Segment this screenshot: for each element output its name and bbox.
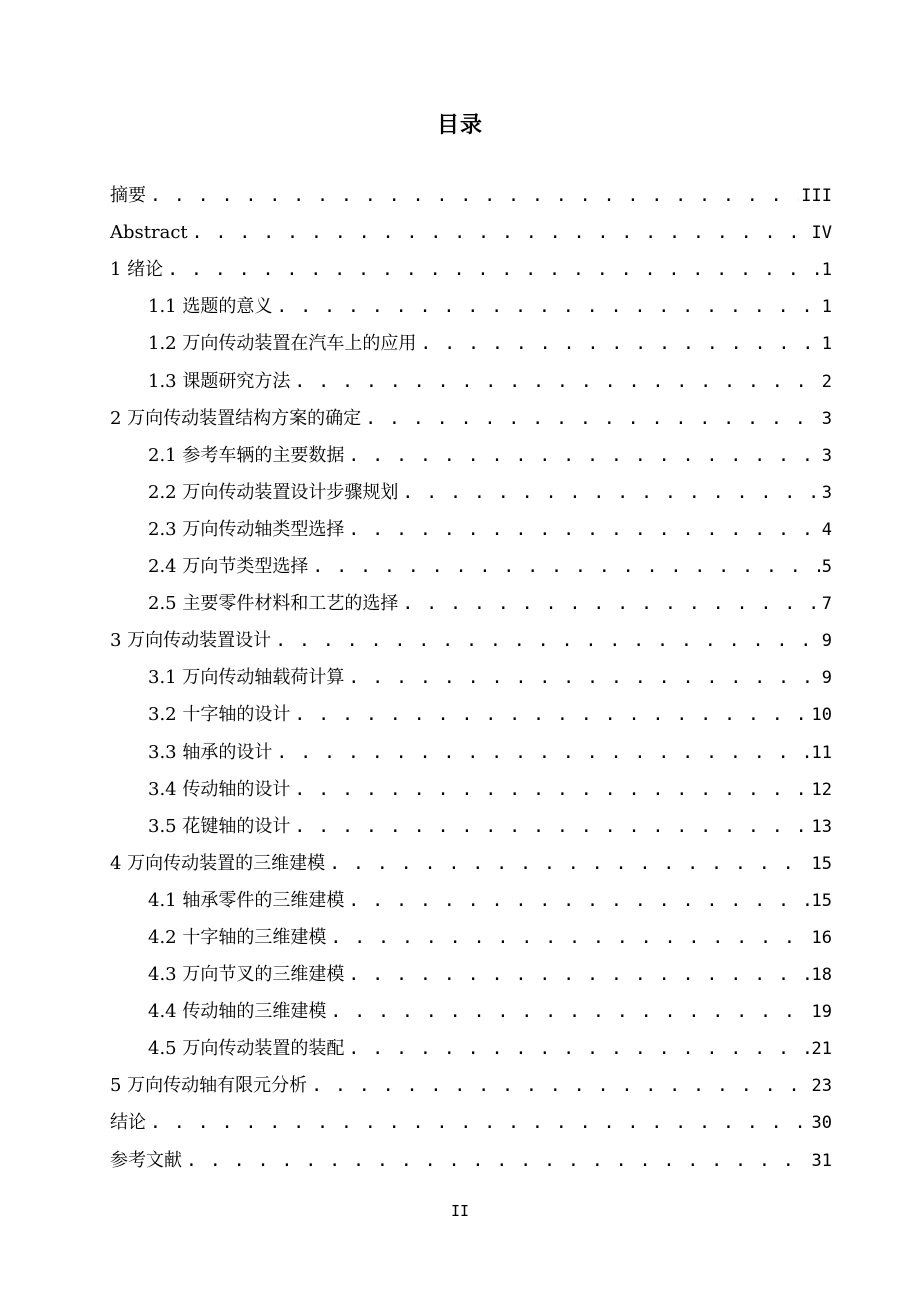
toc-entry-page: 3 (821, 408, 832, 429)
toc-entry-label: 3.5 花键轴的设计 (148, 815, 291, 837)
toc-entry-page: 7 (821, 594, 832, 615)
toc-dot-leader (294, 777, 809, 807)
toc-entry-label: 5 万向传动轴有限元分析 (110, 1075, 308, 1097)
toc-dot-leader (348, 665, 819, 695)
toc-entry[interactable] (110, 881, 832, 918)
toc-entry-page: III (801, 186, 832, 207)
toc-entry-page: 10 (811, 705, 832, 726)
toc-entry[interactable] (110, 399, 832, 436)
toc-entry-page: 15 (811, 890, 832, 911)
toc-entry[interactable] (110, 658, 832, 695)
toc-entry[interactable] (110, 361, 832, 398)
toc-entry-label: 3.1 万向传动轴载荷计算 (148, 667, 345, 689)
toc-entry-label: Abstract (110, 222, 188, 244)
toc-dot-leader (294, 369, 819, 399)
toc-entry-label: 3.4 传动轴的设计 (148, 778, 291, 800)
toc-entry[interactable] (110, 695, 832, 732)
toc-entry-label: 4.5 万向传动装置的装配 (148, 1038, 345, 1060)
toc-entry-label: 1.2 万向传动装置在汽车上的应用 (148, 333, 417, 355)
toc-entry-label: 1 绪论 (110, 259, 164, 281)
toc-dot-leader (420, 331, 819, 361)
toc-entry-page: 12 (811, 779, 832, 800)
toc-entry-label: 参考文献 (110, 1149, 182, 1171)
toc-entry[interactable] (110, 510, 832, 547)
toc-entry-label: 4 万向传动装置的三维建模 (110, 852, 326, 874)
toc-entry[interactable] (110, 844, 832, 881)
toc-entry-label: 2.3 万向传动轴类型选择 (148, 518, 345, 540)
toc-entry[interactable] (110, 250, 832, 287)
toc-dot-leader (150, 1110, 810, 1140)
toc-entry-page: 18 (811, 965, 832, 986)
toc-entry[interactable] (110, 992, 832, 1029)
toc-entry[interactable] (110, 1103, 832, 1140)
toc-entry-page: 4 (821, 519, 832, 540)
toc-entry-page: 3 (821, 445, 832, 466)
toc-entry-label: 4.3 万向节叉的三维建模 (148, 964, 345, 986)
toc-dot-leader (294, 702, 809, 732)
toc-entry[interactable] (110, 1066, 832, 1103)
toc-entry[interactable] (110, 732, 832, 769)
toc-entry-label: 2.5 主要零件材料和工艺的选择 (148, 593, 399, 615)
toc-entry[interactable] (110, 807, 832, 844)
toc-entry-label: 2.1 参考车辆的主要数据 (148, 444, 345, 466)
toc-entry[interactable] (110, 473, 832, 510)
toc-entry-page: 1 (821, 334, 832, 355)
toc-entry[interactable] (110, 1029, 832, 1066)
toc-entry-page: IV (811, 223, 832, 244)
toc-entry[interactable] (110, 213, 832, 250)
toc-entry-label: 摘要 (110, 185, 146, 207)
toc-entry[interactable] (110, 436, 832, 473)
toc-entry[interactable] (110, 621, 832, 658)
toc-dot-leader (348, 1036, 809, 1066)
toc-dot-leader (186, 1148, 810, 1178)
toc-entry-label: 4.1 轴承零件的三维建模 (148, 889, 345, 911)
toc-dot-leader (365, 406, 820, 436)
toc-entry[interactable] (110, 918, 832, 955)
toc-entry[interactable] (110, 176, 832, 213)
toc-entry-label: 3.3 轴承的设计 (148, 741, 273, 763)
toc-dot-leader (330, 999, 809, 1029)
toc-dot-leader (276, 740, 809, 770)
toc-entry[interactable] (110, 955, 832, 992)
toc-entry-page: 3 (821, 482, 832, 503)
toc-dot-leader (150, 183, 799, 213)
toc-dot-leader (312, 554, 819, 584)
toc-entry-page: 30 (811, 1113, 832, 1134)
toc-dot-leader (167, 257, 820, 287)
toc-entry-page: 2 (821, 371, 832, 392)
toc-entry-page: 9 (821, 668, 832, 689)
toc-dot-leader (275, 628, 820, 658)
table-of-contents (110, 176, 832, 1178)
toc-dot-leader (311, 1073, 809, 1103)
toc-entry-label: 2 万向传动装置结构方案的确定 (110, 407, 362, 429)
toc-entry-label: 3 万向传动装置设计 (110, 630, 272, 652)
toc-entry-label: 4.4 传动轴的三维建模 (148, 1001, 327, 1023)
toc-dot-leader (402, 591, 819, 621)
toc-entry-page: 1 (821, 260, 832, 281)
toc-dot-leader (348, 888, 809, 918)
toc-entry[interactable] (110, 547, 832, 584)
toc-dot-leader (348, 443, 819, 473)
toc-entry-label: 1.1 选题的意义 (148, 296, 273, 318)
toc-entry-page: 19 (811, 1002, 832, 1023)
toc-entry-page: 21 (811, 1039, 832, 1060)
toc-entry-page: 31 (811, 1150, 832, 1171)
toc-dot-leader (294, 814, 809, 844)
toc-entry[interactable] (110, 770, 832, 807)
toc-dot-leader (330, 925, 809, 955)
toc-dot-leader (402, 480, 819, 510)
toc-entry-page: 1 (821, 297, 832, 318)
toc-entry[interactable] (110, 324, 832, 361)
toc-entry-page: 5 (821, 557, 832, 578)
toc-dot-leader (276, 294, 819, 324)
toc-dot-leader (192, 220, 810, 250)
toc-entry-page: 9 (821, 631, 832, 652)
toc-dot-leader (348, 517, 819, 547)
toc-entry-label: 结论 (110, 1112, 146, 1134)
toc-entry-label: 4.2 十字轴的三维建模 (148, 926, 327, 948)
toc-entry-label: 3.2 十字轴的设计 (148, 704, 291, 726)
toc-dot-leader (329, 851, 809, 881)
toc-entry[interactable] (110, 584, 832, 621)
page-number: II (450, 1202, 470, 1220)
toc-entry[interactable] (110, 1140, 832, 1177)
toc-entry-page: 16 (811, 927, 832, 948)
toc-entry-label: 2.2 万向传动装置设计步骤规划 (148, 481, 399, 503)
page-title: 目录 (436, 113, 483, 138)
toc-dot-leader (348, 962, 809, 992)
toc-entry-page: 13 (811, 816, 832, 837)
toc-entry-label: 2.4 万向节类型选择 (148, 556, 309, 578)
toc-entry-page: 11 (811, 742, 832, 763)
toc-entry-page: 15 (811, 853, 832, 874)
toc-entry-page: 23 (811, 1076, 832, 1097)
toc-entry-label: 1.3 课题研究方法 (148, 370, 291, 392)
toc-entry[interactable] (110, 287, 832, 324)
